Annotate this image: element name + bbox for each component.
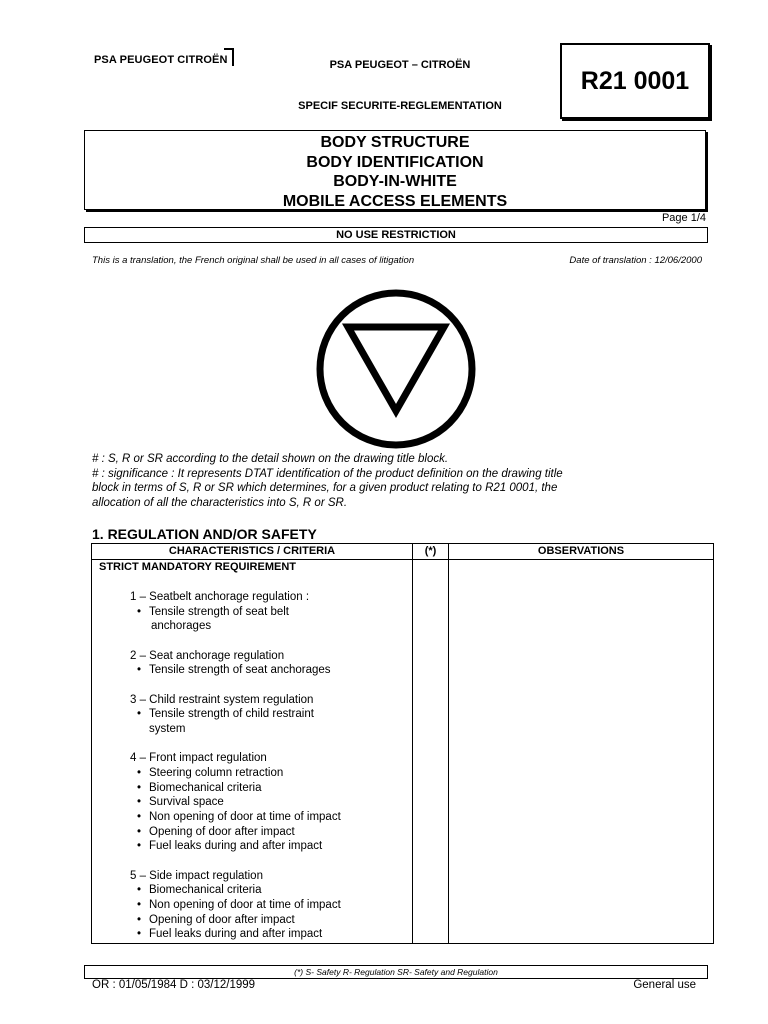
triangle-in-circle-icon xyxy=(314,288,478,452)
description-line: # : S, R or SR according to the detail shown on the drawing title block. xyxy=(92,453,449,465)
logo-mark xyxy=(224,48,234,66)
criteria-list xyxy=(130,590,341,957)
regulation-group xyxy=(130,751,341,854)
title-line: BODY IDENTIFICATION xyxy=(306,153,484,171)
translation-note: This is a translation, the French original shall be used in all cases of litigation xyxy=(92,255,415,266)
description xyxy=(92,452,672,510)
list-item: • Biomechanical criteria xyxy=(130,781,341,796)
document-category: SPECIF SECURITE-REGLEMENTATION xyxy=(298,100,502,112)
header-observations: OBSERVATIONS xyxy=(537,545,625,557)
description-line: allocation of all the characteristics into S, R or SR. xyxy=(92,496,348,509)
criteria-table xyxy=(91,543,714,944)
page-number: Page 1/4 xyxy=(661,212,706,224)
list-item: • Fuel leaks during and after impact xyxy=(130,927,341,942)
description-line: # : significance : It represents DTAT identification of the product definition on the drawing title xyxy=(92,467,563,480)
list-item: • Tensile strength of seat anchorages xyxy=(130,663,341,678)
strict-requirement-label: STRICT MANDATORY REQUIREMENT xyxy=(99,561,296,573)
list-item-continuation: system xyxy=(149,722,186,735)
section-title: 1. REGULATION AND/OR SAFETY xyxy=(92,526,317,542)
regulation-group xyxy=(130,693,341,737)
header-code: (*) xyxy=(424,545,437,557)
title-line: BODY-IN-WHITE xyxy=(333,173,457,190)
list-item-continuation: anchorages xyxy=(151,620,212,633)
company-name: PSA PEUGEOT – CITROËN xyxy=(329,59,471,71)
document-reference: R21 0001 xyxy=(560,43,710,119)
header-criteria: CHARACTERISTICS / CRITERIA xyxy=(168,545,336,557)
company-logo: PSA PEUGEOT CITROËN xyxy=(94,54,228,66)
usage-label: General use xyxy=(633,979,696,991)
list-item: • Non opening of door at time of impact xyxy=(130,810,341,825)
list-item: • Tensile strength of child restraint xyxy=(130,707,341,722)
group-title: 1 – Seatbelt anchorage regulation : xyxy=(130,591,310,603)
list-item: • Tensile strength of seat belt xyxy=(130,605,341,620)
group-title: 2 – Seat anchorage regulation xyxy=(130,649,285,662)
title-line: BODY STRUCTURE xyxy=(320,134,470,151)
list-item: • Biomechanical criteria xyxy=(130,883,341,898)
translation-date: Date of translation : 12/06/2000 xyxy=(569,255,702,266)
group-title: 3 – Child restraint system regulation xyxy=(130,693,314,706)
group-title: 5 – Side impact regulation xyxy=(130,869,263,882)
legend-box: (*) S- Safety R- Regulation SR- Safety and Regulation xyxy=(84,965,708,979)
list-item: • Fuel leaks during and after impact xyxy=(130,839,341,854)
group-title: 4 – Front impact regulation xyxy=(130,752,267,765)
list-item: • Opening of door after impact xyxy=(130,913,341,928)
description-line: block in terms of S, R or SR which determines, for a given product relating to R21 0001, the xyxy=(92,482,558,494)
list-item: • Non opening of door at time of impact xyxy=(130,898,341,913)
regulation-group xyxy=(130,590,341,634)
title-line: MOBILE ACCESS ELEMENTS xyxy=(282,192,508,210)
restriction-banner: NO USE RESTRICTION xyxy=(84,227,708,243)
regulation-group xyxy=(130,649,341,678)
list-item: • Opening of door after impact xyxy=(130,825,341,840)
regulation-group xyxy=(130,869,341,943)
list-item: • Steering column retraction xyxy=(130,766,341,781)
document-title-box xyxy=(84,130,706,210)
document-dates: OR : 01/05/1984 D : 03/12/1999 xyxy=(92,979,256,991)
list-item: • Survival space xyxy=(130,795,341,810)
